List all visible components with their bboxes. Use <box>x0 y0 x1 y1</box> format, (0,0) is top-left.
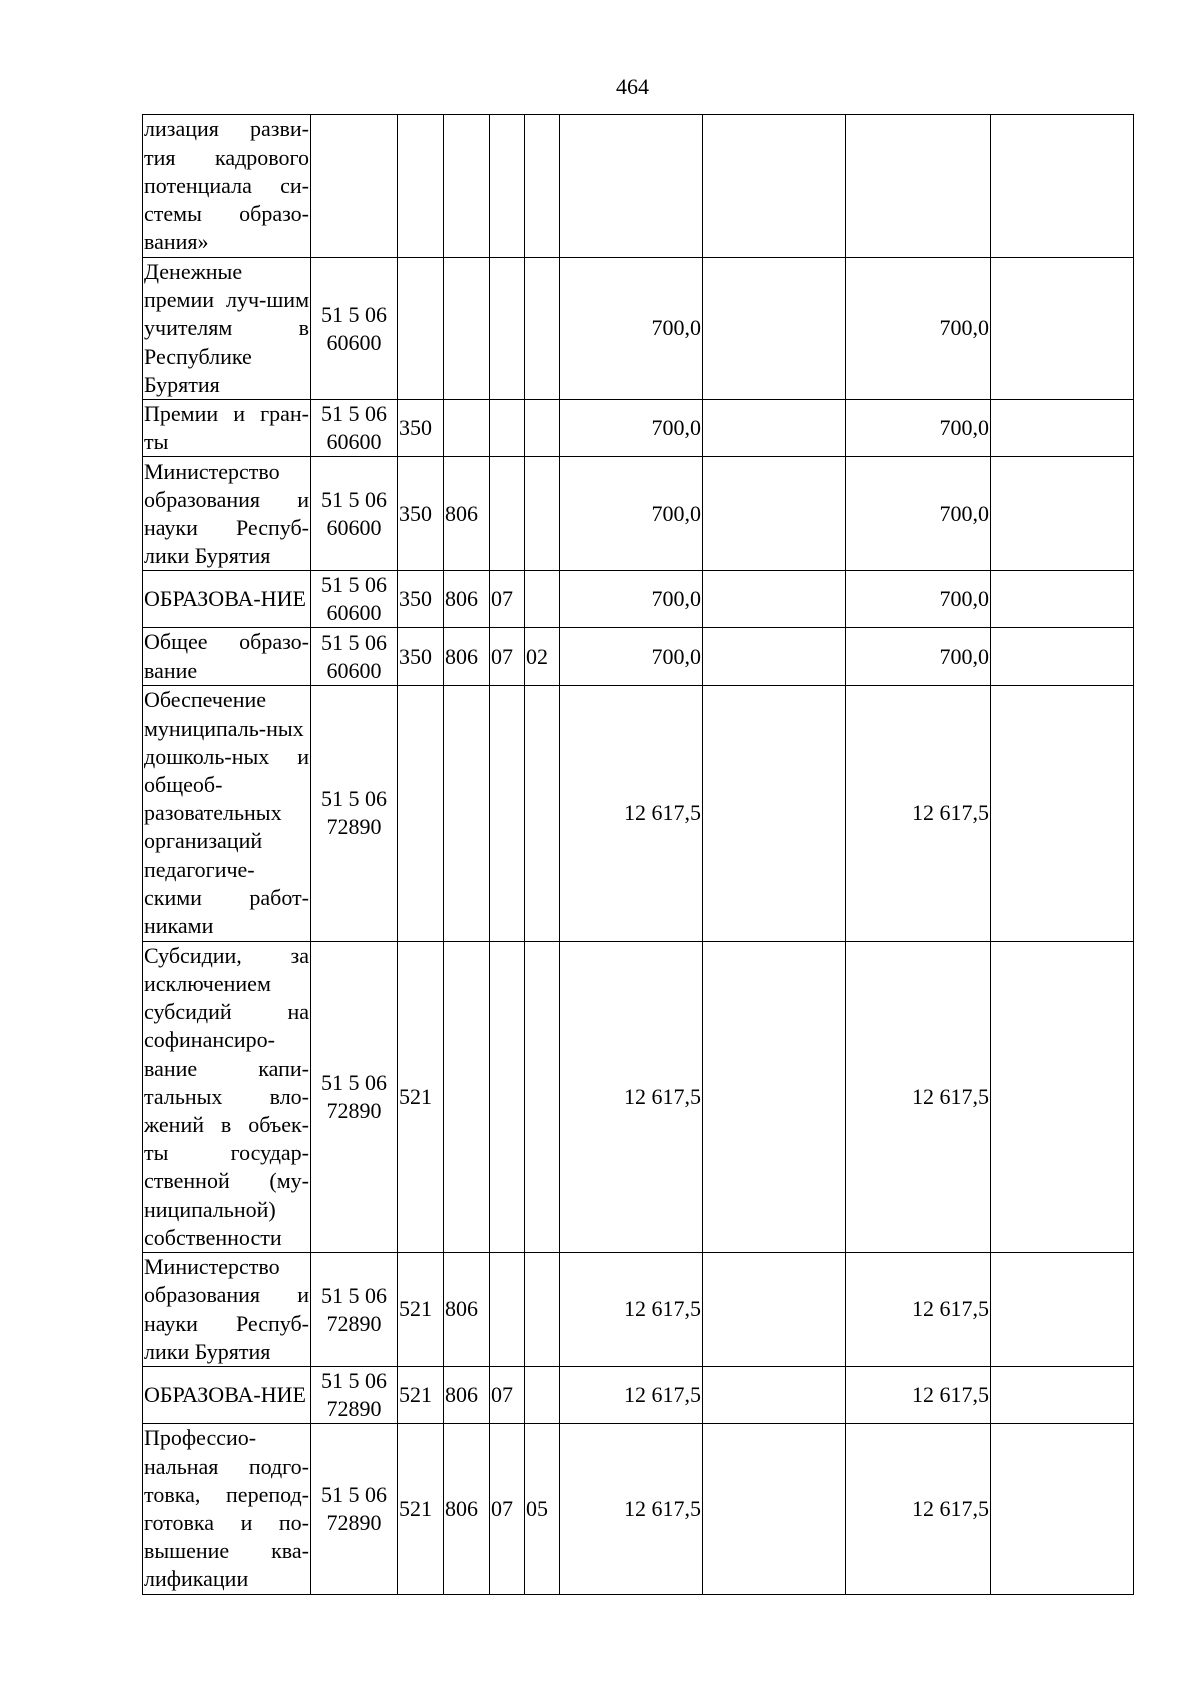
amount-cell: 700,0 <box>846 457 991 571</box>
expense-type-cell <box>398 685 444 941</box>
subsection-code-cell <box>525 571 560 628</box>
subsection-code-cell <box>525 1253 560 1367</box>
section-code-cell <box>490 685 525 941</box>
table-row <box>143 400 1134 457</box>
amount-cell <box>703 258 846 400</box>
row-name-cell: Министерство образования и науки Респуб-лики Бурятия <box>143 1253 311 1367</box>
expense-type-cell <box>398 258 444 400</box>
amount-cell <box>703 941 846 1252</box>
administrator-code-cell <box>444 941 490 1252</box>
administrator-code-cell <box>444 115 490 258</box>
amount-cell: 700,0 <box>846 571 991 628</box>
amount-cell: 700,0 <box>560 400 703 457</box>
administrator-code-cell <box>444 258 490 400</box>
amount-cell <box>991 571 1134 628</box>
row-name-cell: Обеспечение муниципаль-ных дошколь-ных и общеоб-разовательных организаций педагогиче-скими работ-никами <box>143 685 311 941</box>
expense-type-cell: 350 <box>398 628 444 685</box>
amount-cell <box>991 1367 1134 1424</box>
expense-type-cell: 521 <box>398 941 444 1252</box>
administrator-code-cell <box>444 685 490 941</box>
amount-cell: 12 617,5 <box>846 1367 991 1424</box>
page-number: 464 <box>616 74 649 99</box>
amount-cell: 12 617,5 <box>560 1367 703 1424</box>
amount-cell: 700,0 <box>846 258 991 400</box>
section-code-cell: 07 <box>490 628 525 685</box>
amount-cell: 12 617,5 <box>560 685 703 941</box>
target-article-cell: 51 5 06 72890 <box>311 941 398 1252</box>
row-name-cell: Министерство образования и науки Респуб-лики Бурятия <box>143 457 311 571</box>
target-article-cell: 51 5 06 60600 <box>311 457 398 571</box>
table-row <box>143 258 1134 400</box>
amount-cell <box>991 457 1134 571</box>
amount-cell <box>703 1367 846 1424</box>
amount-cell <box>703 1253 846 1367</box>
subsection-code-cell <box>525 457 560 571</box>
amount-cell <box>991 1424 1134 1595</box>
subsection-code-cell <box>525 941 560 1252</box>
administrator-code-cell <box>444 400 490 457</box>
subsection-code-cell: 05 <box>525 1424 560 1595</box>
amount-cell <box>703 1424 846 1595</box>
expense-type-cell: 521 <box>398 1367 444 1424</box>
table-row <box>143 685 1134 941</box>
target-article-cell: 51 5 06 72890 <box>311 1424 398 1595</box>
amount-cell: 12 617,5 <box>846 1424 991 1595</box>
administrator-code-cell: 806 <box>444 457 490 571</box>
subsection-code-cell <box>525 400 560 457</box>
target-article-cell: 51 5 06 60600 <box>311 258 398 400</box>
budget-table <box>142 114 1134 1595</box>
section-code-cell <box>490 1253 525 1367</box>
amount-cell <box>991 941 1134 1252</box>
expense-type-cell: 350 <box>398 571 444 628</box>
expense-type-cell: 350 <box>398 400 444 457</box>
expense-type-cell <box>398 115 444 258</box>
row-name-cell: лизация разви-тия кадрового потенциала си-стемы образо-вания» <box>143 115 311 258</box>
table-row <box>143 628 1134 685</box>
amount-cell <box>703 571 846 628</box>
row-name-cell: Субсидии, за исключением субсидий на софинансиро-вание капи-тальных вло-жений в объек-ты государ-ственной (му-ниципальной) собственности <box>143 941 311 1252</box>
row-name-cell: Денежные премии луч-шим учителям в Республике Бурятия <box>143 258 311 400</box>
subsection-code-cell <box>525 115 560 258</box>
row-name-cell: ОБРАЗОВА-НИЕ <box>143 1367 311 1424</box>
expense-type-cell: 350 <box>398 457 444 571</box>
table-row <box>143 941 1134 1252</box>
administrator-code-cell: 806 <box>444 1253 490 1367</box>
amount-cell <box>703 400 846 457</box>
amount-cell <box>703 628 846 685</box>
section-code-cell <box>490 457 525 571</box>
target-article-cell: 51 5 06 72890 <box>311 685 398 941</box>
subsection-code-cell <box>525 685 560 941</box>
amount-cell: 700,0 <box>560 628 703 685</box>
subsection-code-cell <box>525 1367 560 1424</box>
administrator-code-cell: 806 <box>444 1367 490 1424</box>
expense-type-cell: 521 <box>398 1253 444 1367</box>
table-row <box>143 1424 1134 1595</box>
administrator-code-cell: 806 <box>444 628 490 685</box>
amount-cell <box>991 685 1134 941</box>
amount-cell: 700,0 <box>846 628 991 685</box>
amount-cell: 700,0 <box>560 258 703 400</box>
amount-cell: 12 617,5 <box>560 1253 703 1367</box>
row-name-cell: Профессио-нальная подго-товка, перепод-готовка и по-вышение ква-лификации <box>143 1424 311 1595</box>
target-article-cell <box>311 115 398 258</box>
section-code-cell: 07 <box>490 1367 525 1424</box>
table-row <box>143 457 1134 571</box>
row-name-cell: Премии и гран-ты <box>143 400 311 457</box>
amount-cell <box>991 115 1134 258</box>
amount-cell <box>991 400 1134 457</box>
amount-cell: 12 617,5 <box>846 1253 991 1367</box>
section-code-cell: 07 <box>490 571 525 628</box>
amount-cell: 12 617,5 <box>560 1424 703 1595</box>
amount-cell <box>703 115 846 258</box>
target-article-cell: 51 5 06 60600 <box>311 628 398 685</box>
administrator-code-cell: 806 <box>444 1424 490 1595</box>
row-name-cell: ОБРАЗОВА-НИЕ <box>143 571 311 628</box>
amount-cell: 700,0 <box>846 400 991 457</box>
table-row <box>143 1367 1134 1424</box>
target-article-cell: 51 5 06 72890 <box>311 1253 398 1367</box>
amount-cell: 12 617,5 <box>560 941 703 1252</box>
target-article-cell: 51 5 06 60600 <box>311 571 398 628</box>
target-article-cell: 51 5 06 72890 <box>311 1367 398 1424</box>
amount-cell: 12 617,5 <box>846 941 991 1252</box>
expense-type-cell: 521 <box>398 1424 444 1595</box>
amount-cell: 700,0 <box>560 457 703 571</box>
section-code-cell <box>490 941 525 1252</box>
subsection-code-cell <box>525 258 560 400</box>
amount-cell <box>560 115 703 258</box>
administrator-code-cell: 806 <box>444 571 490 628</box>
amount-cell <box>991 258 1134 400</box>
amount-cell <box>703 457 846 571</box>
row-name-cell: Общее образо-вание <box>143 628 311 685</box>
amount-cell: 700,0 <box>560 571 703 628</box>
section-code-cell <box>490 115 525 258</box>
target-article-cell: 51 5 06 60600 <box>311 400 398 457</box>
amount-cell <box>846 115 991 258</box>
section-code-cell <box>490 400 525 457</box>
subsection-code-cell: 02 <box>525 628 560 685</box>
section-code-cell <box>490 258 525 400</box>
table-row <box>143 115 1134 258</box>
table-row <box>143 1253 1134 1367</box>
table-row <box>143 571 1134 628</box>
amount-cell <box>991 1253 1134 1367</box>
amount-cell <box>991 628 1134 685</box>
amount-cell: 12 617,5 <box>846 685 991 941</box>
amount-cell <box>703 685 846 941</box>
section-code-cell: 07 <box>490 1424 525 1595</box>
